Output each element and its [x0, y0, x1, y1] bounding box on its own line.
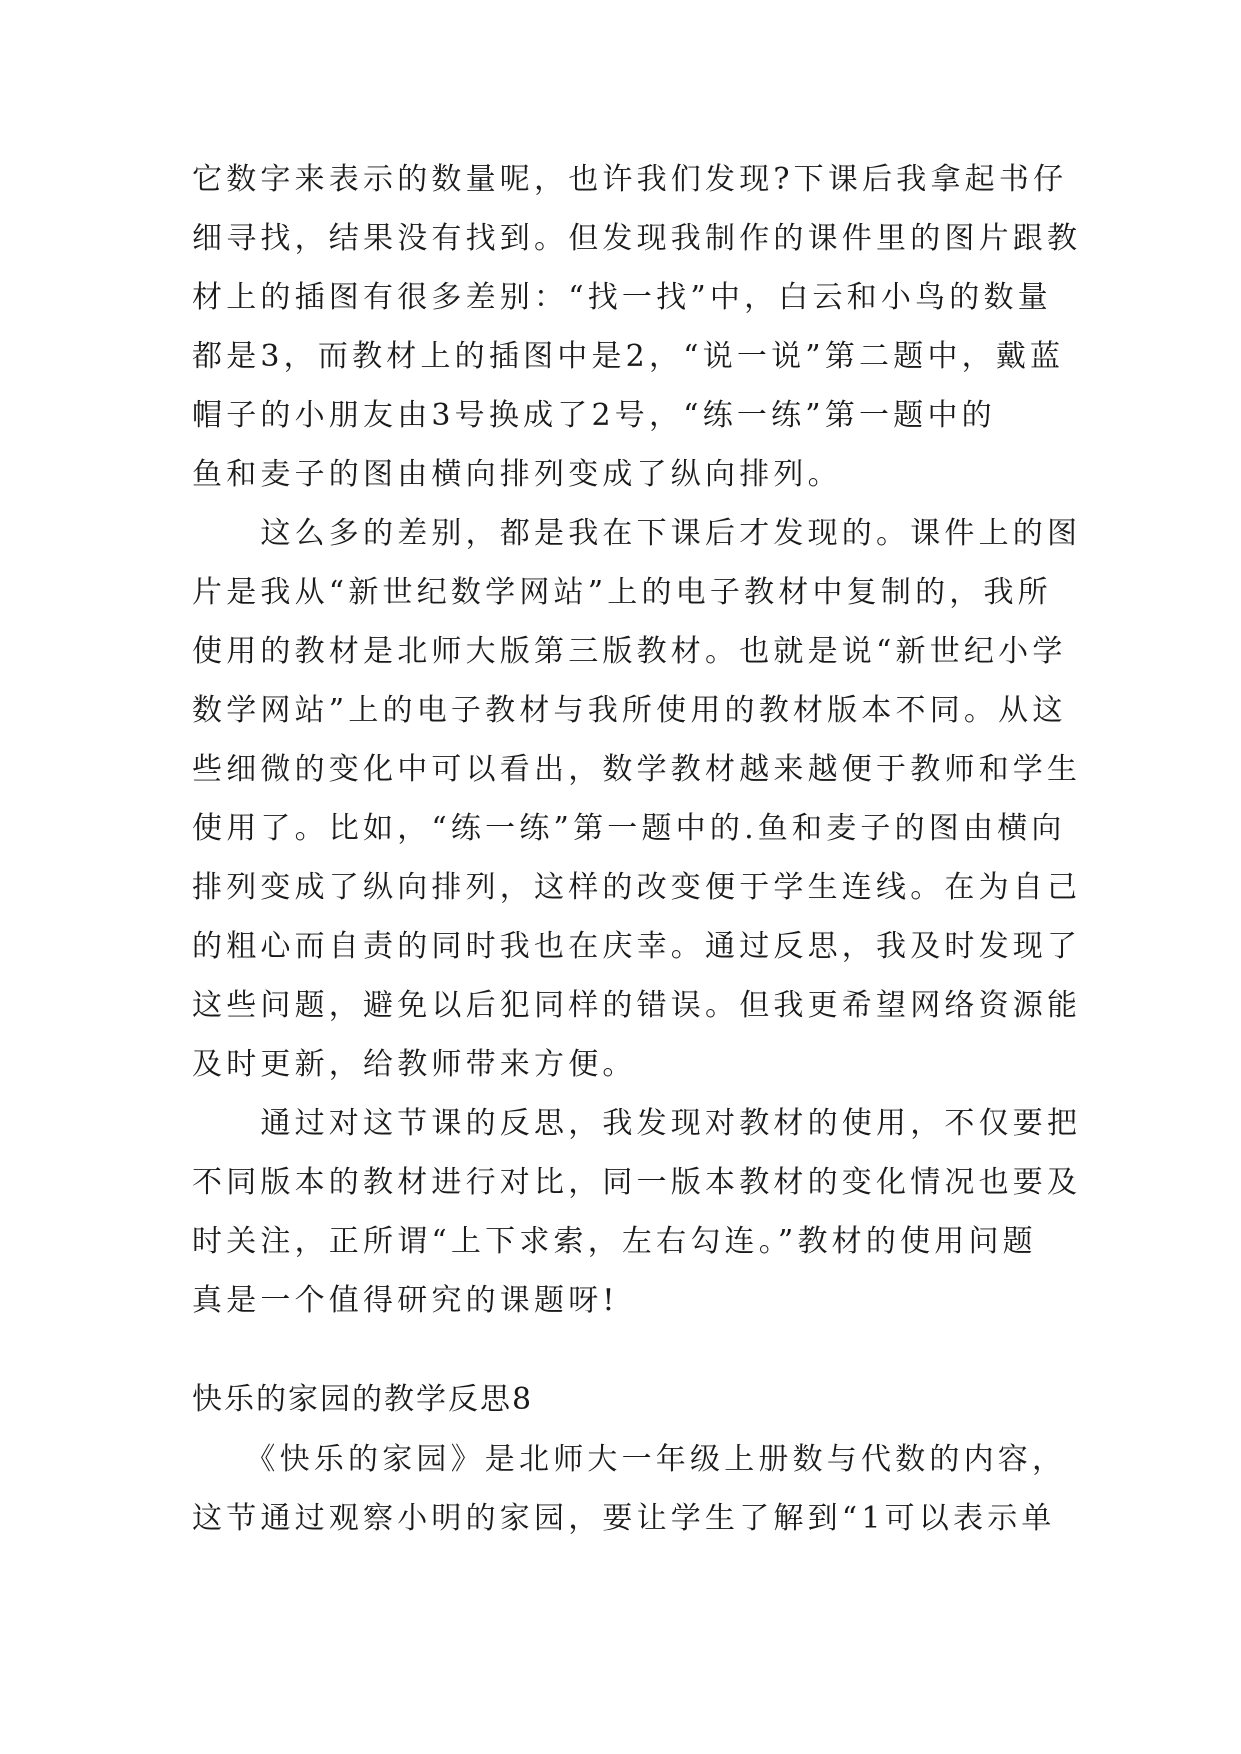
text-line: 这节通过观察小明的家园，要让学生了解到“1可以表示单: [192, 1501, 1056, 1536]
text-line: 使用了。比如，“练一练”第一题中的.鱼和麦子的图由横向: [192, 811, 1066, 846]
text-line: 细寻找，结果没有找到。但发现我制作的课件里的图片跟教: [192, 221, 1082, 256]
text-line: 些细微的变化中可以看出，数学教材越来越便于教师和学生: [192, 752, 1082, 787]
text-line: 的粗心而自责的同时我也在庆幸。通过反思，我及时发现了: [192, 929, 1082, 964]
text-line: 鱼和麦子的图由横向排列变成了纵向排列。: [192, 457, 842, 492]
text-line: 时关注，正所谓“上下求索，左右勾连。”教材的使用问题: [192, 1224, 1037, 1259]
text-line: 这些问题，避免以后犯同样的错误。但我更希望网络资源能: [192, 988, 1082, 1023]
text-line: 真是一个值得研究的课题呀!: [192, 1283, 619, 1318]
text-line: 使用的教材是北师大版第三版教材。也就是说“新世纪小学: [192, 634, 1067, 669]
text-line: 材上的插图有很多差别：“找一找”中，白云和小鸟的数量: [192, 280, 1052, 315]
section-heading: 快乐的家园的教学反思8: [192, 1382, 534, 1417]
text-line: 片是我从“新世纪数学网站”上的电子教材中复制的，我所: [192, 575, 1052, 610]
text-line: 帽子的小朋友由3号换成了2号，“练一练”第一题中的: [192, 398, 996, 433]
paragraph-start-line: 《快乐的家园》是北师大一年级上册数与代数的内容，: [192, 1442, 1067, 1477]
text-line: 都是3，而教材上的插图中是2，“说一说”第二题中，戴蓝: [192, 339, 1065, 374]
text-line: 及时更新，给教师带来方便。: [192, 1047, 637, 1082]
text-line: 不同版本的教材进行对比，同一版本教材的变化情况也要及: [192, 1165, 1082, 1200]
paragraph-start-line: 通过对这节课的反思，我发现对教材的使用，不仅要把: [192, 1106, 1082, 1141]
text-line: 它数字来表示的数量呢，也许我们发现?下课后我拿起书仔: [192, 162, 1068, 197]
text-line: 排列变成了纵向排列，这样的改变便于学生连线。在为自己: [192, 870, 1082, 905]
paragraph-start-line: 这么多的差别，都是我在下课后才发现的。课件上的图: [192, 516, 1082, 551]
text-line: 数学网站”上的电子教材与我所使用的教材版本不同。从这: [192, 693, 1067, 728]
